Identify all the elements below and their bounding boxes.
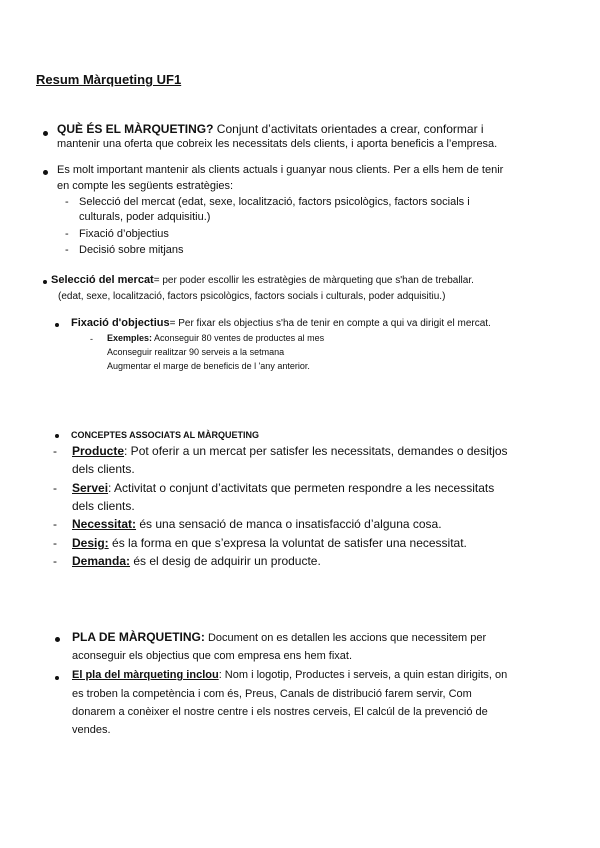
sec1-line1 — [57, 122, 484, 136]
dash: - — [53, 536, 57, 550]
dash: - — [65, 244, 69, 256]
sec1-text2: mantenir una oferta que cobreix les necessitats dels clients, i aporta beneficis a l’empresa. — [57, 138, 498, 150]
sec6-text1: Document on es detallen les accions que necessitem per — [204, 632, 487, 644]
def-producte-cont: dels clients. — [72, 462, 135, 476]
dash: - — [53, 481, 57, 495]
sec3-heading: Selecció del mercat — [51, 274, 154, 286]
sec6-sub-heading: El pla del màrqueting inclou — [72, 669, 219, 681]
sec6-sub4: vendes. — [72, 724, 111, 736]
sec3-text2: (edat, sexe, localització, factors psicològics, factors socials i culturals, poder adquisitiu.) — [58, 291, 446, 302]
term-servei: Servei — [72, 481, 109, 495]
bullet — [55, 323, 59, 327]
sec2-item: Decisió sobre mitjans — [79, 244, 184, 256]
sec4-heading: Fixació d'objectius — [71, 317, 170, 329]
bullet — [43, 170, 48, 175]
dash: - — [90, 334, 93, 344]
def-servei-cont: dels clients. — [72, 499, 135, 513]
sec6-heading: PLA DE MÀRQUETING: — [72, 630, 205, 644]
sec5-heading: CONCEPTES ASSOCIATS AL MÀRQUETING — [71, 430, 260, 440]
sec6-sub2: es troben la competència i com és, Preus, Canals de distribució farem servir, Com — [72, 688, 472, 700]
page-title: Resum Màrqueting UF1 — [36, 72, 182, 87]
sec4-ex1 — [107, 333, 324, 343]
term-necessitat: Necessitat: — [72, 517, 137, 531]
sec6-sub1: : Nom i logotip, Productes i serveis, a quin estan dirigits, on — [218, 669, 508, 681]
bullet — [55, 434, 59, 438]
term-demanda: Demanda: — [72, 554, 131, 568]
bullet — [43, 131, 48, 136]
sec1-text1: Conjunt d’activitats orientades a crear, conformar i — [213, 122, 484, 136]
bullet — [55, 676, 59, 680]
dash: - — [65, 228, 69, 240]
sec6-text2: aconseguir els objectius que com empresa ens hem fixat. — [72, 650, 353, 662]
sec3-line1 — [51, 274, 474, 286]
dash: - — [53, 444, 57, 458]
def-servei: : Activitat o conjunt d’activitats que permeten respondre a les necessitats — [108, 481, 495, 495]
sec5-item — [72, 554, 321, 568]
sec3-text1: = per poder escollir les estratègies de màrqueting que s'han de treballar. — [153, 275, 474, 286]
dash: - — [53, 517, 57, 531]
def-necessitat: és una sensació de manca o insatisfacció d’alguna cosa. — [136, 517, 442, 531]
def-producte: : Pot oferir a un mercat per satisfer les necessitats, demandes o desitjos — [124, 444, 508, 458]
dash: - — [65, 196, 69, 208]
sec4-line1 — [71, 317, 491, 329]
sec2-item: Selecció del mercat (edat, sexe, localització, factors psicològics, factors socials i — [79, 196, 470, 208]
sec2-text1: Es molt important mantenir als clients actuals i guanyar nous clients. Per a ells hem de tenir — [57, 164, 504, 176]
sec4-ex-head: Exemples: — [107, 333, 153, 343]
sec2-item: Fixació d’objectius — [79, 228, 169, 240]
dash: - — [53, 554, 57, 568]
sec2-text2: en compte les següents estratègies: — [57, 180, 234, 192]
sec5-item — [72, 481, 494, 495]
term-producte: Producte — [72, 444, 125, 458]
sec5-item — [72, 536, 467, 550]
sec1-heading: QUÈ ÉS EL MÀRQUETING? — [57, 122, 214, 136]
sec4-ex3: Augmentar el marge de beneficis de l 'any anterior. — [107, 361, 310, 371]
sec6-sub3: donarem a conèixer el nostre centre i els nostres cerveis, El calcúl de la prevenció de — [72, 706, 488, 718]
term-desig: Desig: — [72, 536, 109, 550]
sec6-sub-line1 — [72, 669, 507, 681]
sec4-ex2: Aconseguir realitzar 90 serveis a la setmana — [107, 347, 285, 357]
def-demanda: és el desig de adquirir un producte. — [130, 554, 321, 568]
bullet — [55, 637, 60, 642]
bullet — [43, 280, 47, 284]
sec6-line1 — [72, 630, 486, 644]
sec5-item — [72, 517, 442, 531]
def-desig: és la forma en que s’expresa la voluntat de satisfer una necessitat. — [108, 536, 467, 550]
sec4-ex1-text: Aconseguir 80 ventes de productes al mes — [152, 333, 325, 343]
sec4-text: = Per fixar els objectius s'ha de tenir en compte a qui va dirigit el mercat. — [169, 318, 491, 329]
sec2-item: culturals, poder adquisitiu.) — [79, 211, 211, 223]
sec5-item — [72, 444, 508, 458]
